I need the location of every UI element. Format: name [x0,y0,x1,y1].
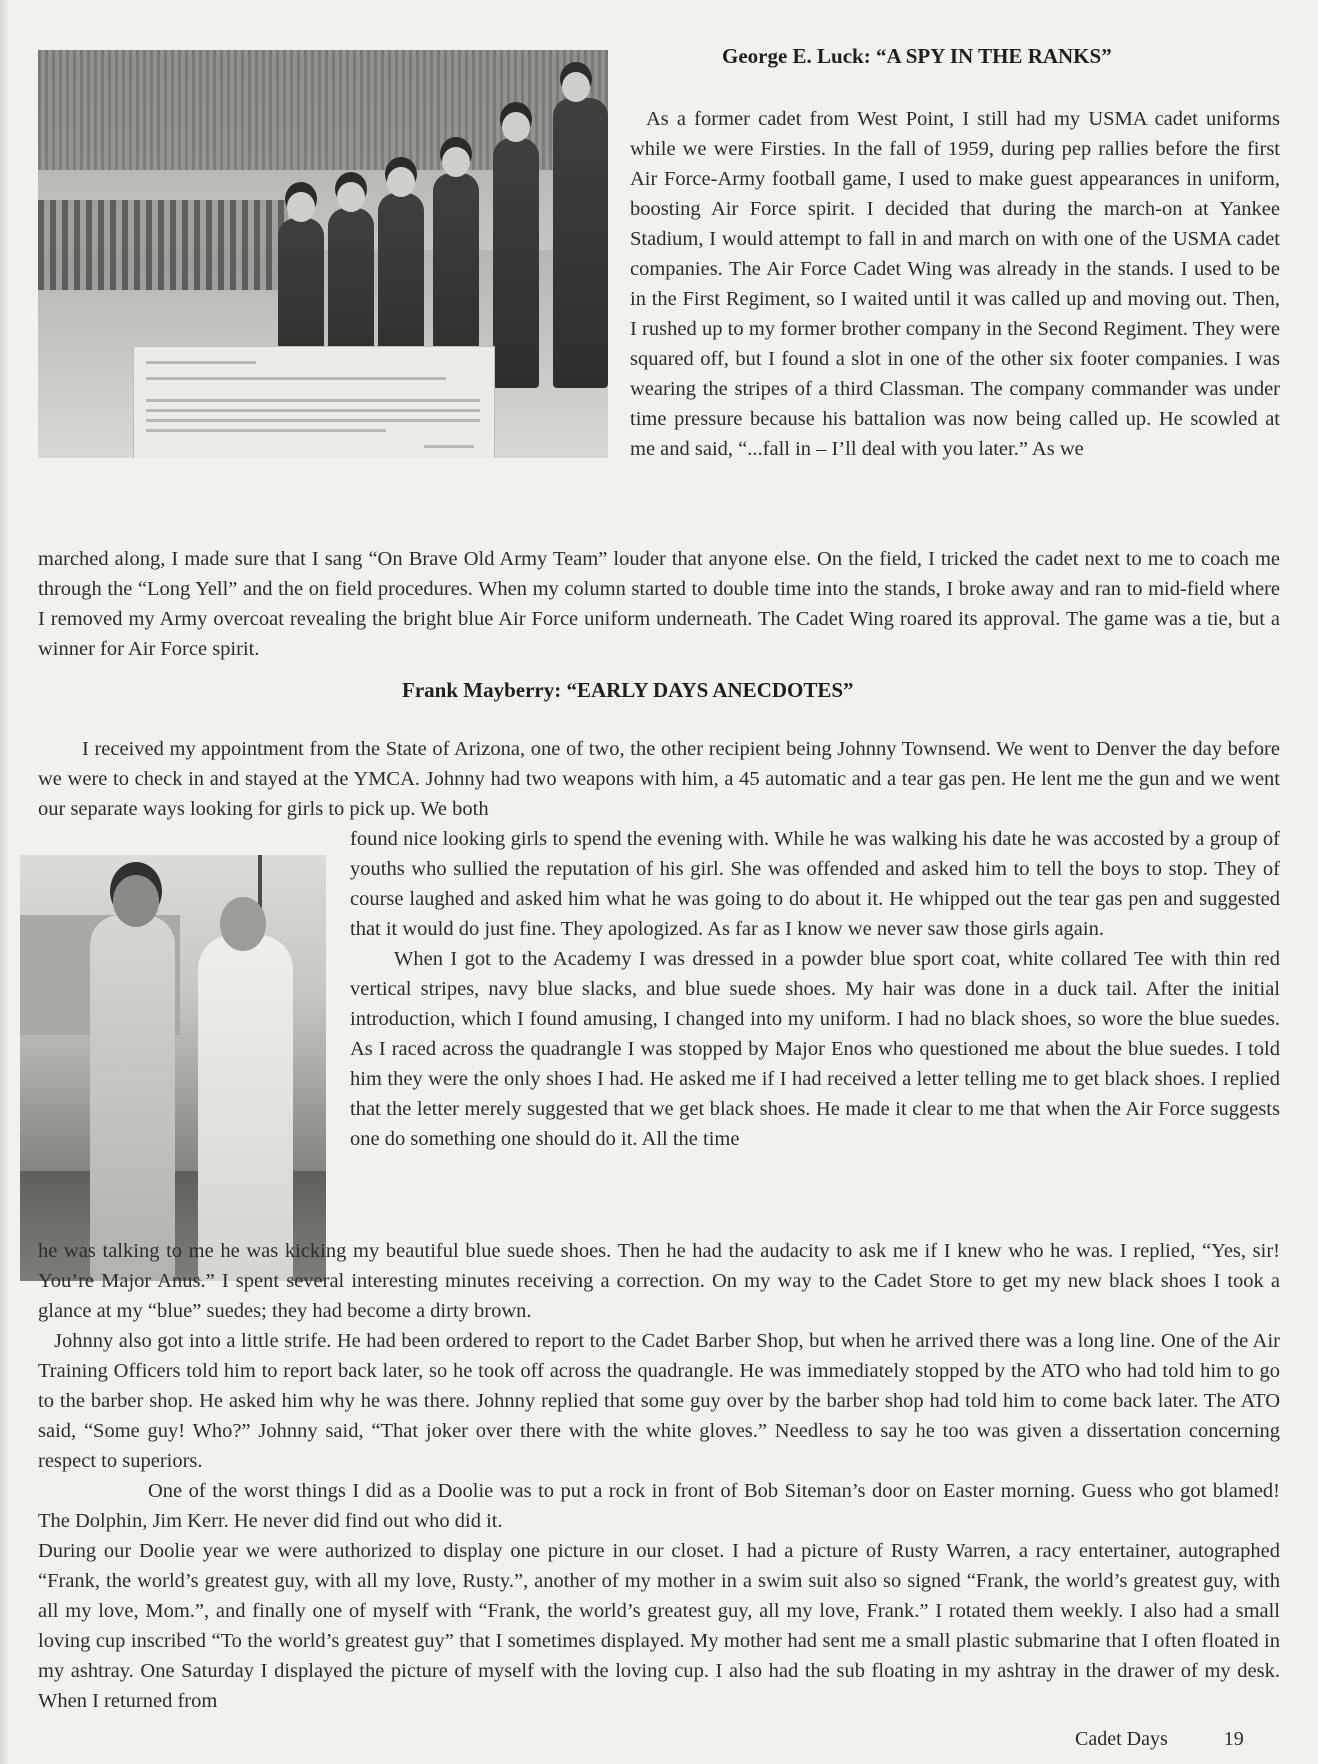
man-in-white-coat [198,935,293,1281]
paragraph-text: he was talking to me he was kicking my beautiful blue suede shoes. Then he had the audacity to ask me if I knew who he was. I replied, “Yes, sir! You’re Major Anus.” I spent several interesting minutes receiving a correction. On my way to the Cadet Store to get my new black shoes I took a glance at my “blue” suedes; they had become a dirty brown. [38,1240,1280,1322]
section-title-spy-in-the-ranks: George E. Luck: “A SPY IN THE RANKS” [722,44,1112,68]
page-gutter-shadow [0,0,10,1764]
man-head [220,897,266,951]
paragraph-text: I received my appointment from the State of Arizona, one of two, the other recipient being Johnny Townsend. We went to Denver the day before we were to check in and stayed at the YMCA. Johnny had two weapons with him, a 45 automatic and a tear gas pen. He lent me the gun and we went our separate ways looking for girls to pick up. We both [38,738,1280,820]
page-number: 19 [1223,1728,1244,1750]
paragraph-text: found nice looking girls to spend the evening with. While he was walking his date he was accosted by a group of youths who sullied the reputation of his girl. She was offended and asked him to tell the boys to stop. They of course laughed and asked him what he was going to do about it. He whipped out the tear gas pen and suggested that it would do just fine. They apologized. As far as I know we never saw those girls again. [350,828,1280,940]
book-title: Cadet Days [1075,1728,1168,1750]
paragraph-text: marched along, I made sure that I sang “On Brave Old Army Team” louder that anyone else. On the field, I tricked the cadet next to me to coach me through the “Long Yell” and the on field procedures. When my column started to double time into the stands, I broke away and ran to mid-field where I removed my Army overcoat revealing the bright blue Air Force uniform underneath. The Cadet Wing roared its approval. The game was a tie, but a winner for Air Force spirit. [38,548,1280,660]
article-paragraph [38,734,1280,824]
paragraph-text: One of the worst things I did as a Doolie was to put a rock in front of Bob Siteman’s door on Easter morning. Guess who got blamed! The Dolphin, Jim Kerr. He never did find out who did it. [38,1480,1280,1532]
article-paragraph [630,104,1280,464]
caption-line3 [146,399,480,402]
paragraph-text: During our Doolie year we were authorized to display one picture in our closet. I had a picture of Rusty Warren, a racy entertainer, autographed “Frank, the world’s greatest guy, with all my love, Rusty.”, another of my mother in a swim suit also so signed “Frank, the world’s greatest guy, with all my love, Mom.”, and finally one of myself with “Frank, the world’s greatest guy, all my love, Frank.” I rotated them weekly. I also had a small loving cup inscribed “To the world’s greatest guy” that I sometimes displayed. My mother had sent me a small plastic submarine that I often floated in my ashtray. One Saturday I displayed the picture of myself with the loving cup. I also had the sub floating in my ashtray in the drawer of my desk. When I returned from [38,1540,1280,1712]
page-footer [1075,1728,1244,1751]
paragraph-text: When I got to the Academy I was dressed in a powder blue sport coat, white collared Tee with thin red vertical stripes, navy blue slacks, and blue suede shoes. My hair was done in a duck tail. After the initial introduction, which I found amusing, I changed into my uniform. I had no black shoes, so wore the blue suedes. As I raced across the quadrangle I was stopped by Major Enos who questioned me about the blue suedes. I told him they were the only shoes I had. He asked me if I had received a letter telling me to get black shoes. I replied that the letter merely suggested that we get black shoes. He made it clear to me that when the Air Force suggests one do something one should do it. All the time [350,948,1280,1150]
section-title-early-days-anecdotes: Frank Mayberry: “EARLY DAYS ANECDOTES” [402,678,854,702]
caption-line3 [146,419,480,422]
cadet-figure [493,138,539,388]
caption-line2 [146,377,446,380]
article-paragraph [38,544,1280,664]
caption-date [424,445,474,448]
marching-cadets [38,200,288,290]
paragraph-text: Johnny also got into a little strife. He had been ordered to report to the Cadet Barber Shop, but when he arrived there was a long line. One of the Air Training Officers told him to report back later, so he took off across the quadrangle. He was immediately stopped by the ATO who had told him to go to the barber shop. He asked him why he was there. Johnny replied that some guy over by the barber shop had told him to come back later. The ATO said, “Some guy! Who?” Johnny said, “That joker over there with the white gloves.” Needless to say he too was given a dissertation concerning respect to superiors. [38,1330,1280,1472]
caption-line3 [146,409,480,412]
paragraph-text: As a former cadet from West Point, I still had my USMA cadet uniforms while we were Firsties. In the fall of 1959, during pep rallies before the first Air Force-Army football game, I used to make guest appearances in uniform, boosting Air Force spirit. I decided that during the march-on at Yankee Stadium, I would attempt to fall in and march on with one of the USMA cadet companies. The Air Force Cadet Wing was already in the stands. I used to be in the First Regiment, so I waited until it was called up and moving out. Then, I rushed up to my former brother company in the Second Regiment. They were squared off, but I found a slot in one of the other six footer companies. I was wearing the stripes of a third Classman. The company commander was under time pressure because his battalion was now being called up. He scowled at me and said, “...fall in – I’ll deal with you later.” As we [630,108,1280,460]
caption-line3 [146,429,386,432]
article-paragraph [38,1236,1280,1716]
caption-line1 [146,361,256,364]
article-paragraph [350,824,1280,1154]
yankee-stadium-photo [38,50,608,458]
photo-caption-card [133,346,495,458]
cadet-in-uniform [90,915,175,1281]
cadet-figure [553,98,608,388]
cadet-head [113,875,159,927]
cadet-inspection-photo [20,855,326,1281]
